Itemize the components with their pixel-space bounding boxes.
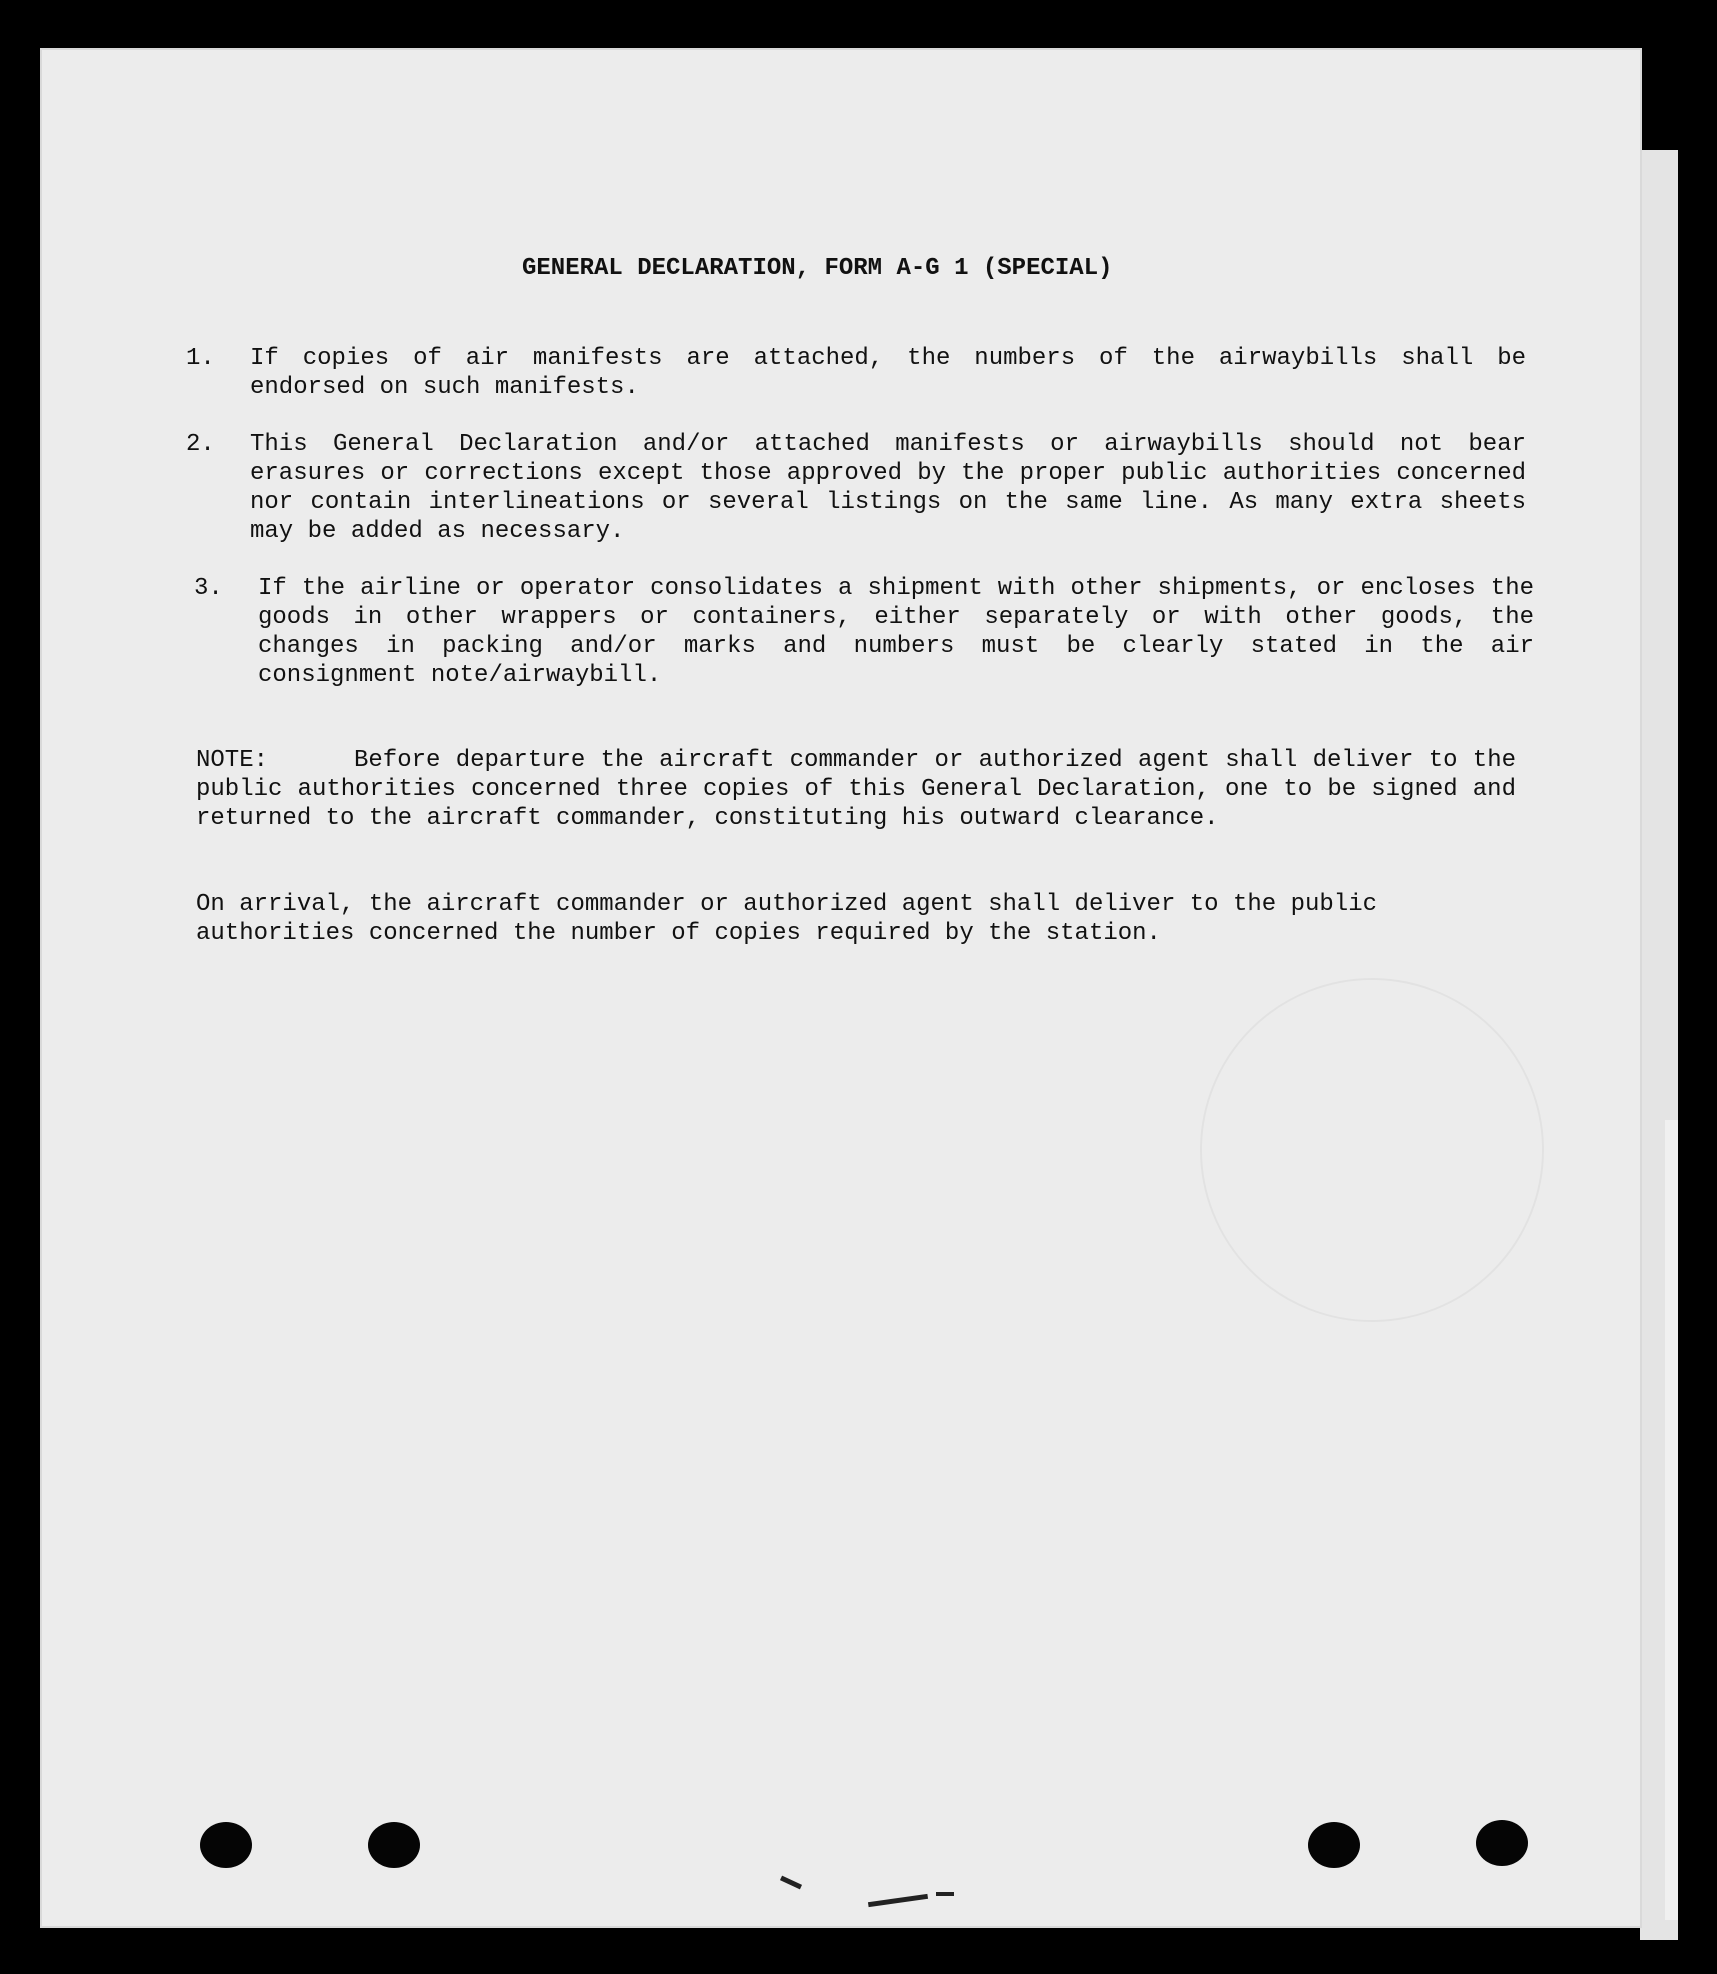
document-title: GENERAL DECLARATION, FORM A-G 1 (SPECIAL) bbox=[522, 255, 1113, 282]
note-label: NOTE: bbox=[196, 747, 269, 774]
list-item bbox=[186, 430, 1526, 546]
page-edge-highlight bbox=[1665, 1120, 1678, 1920]
note-paragraph bbox=[196, 746, 1516, 833]
list-item-text: If the airline or operator consolidates a shipment with other shipments, or encloses the goods in other wrappers or containers, either separately or with other goods, the changes in packing and/or marks and numbers must be clearly stated in the air consignment note/airwaybill. bbox=[258, 575, 1534, 689]
arrival-paragraph: On arrival, the aircraft commander or authorized agent shall deliver to the public authorities concerned the number of copies required by the station. bbox=[196, 891, 1377, 947]
punch-hole-icon bbox=[1476, 1820, 1528, 1866]
document-page bbox=[40, 48, 1642, 1928]
ink-smudge bbox=[936, 1892, 954, 1896]
list-item-text: This General Declaration and/or attached manifests or airwaybills should not bear erasures or corrections except those approved by the proper public authorities concerned nor contain interlineations or several listings on the same line. As many extra sheets may be added as necessary. bbox=[250, 431, 1526, 545]
list-item-number: 1. bbox=[186, 345, 215, 372]
list-item-number: 3. bbox=[194, 575, 223, 602]
punch-hole-icon bbox=[200, 1822, 252, 1868]
list-item-text: If copies of air manifests are attached, the numbers of the airwaybills shall be endorsed on such manifests. bbox=[250, 345, 1526, 401]
punch-hole-icon bbox=[1308, 1822, 1360, 1868]
punch-hole-icon bbox=[368, 1822, 420, 1868]
faint-stamp-outline bbox=[1200, 978, 1544, 1322]
list-item bbox=[194, 574, 1534, 690]
note-text: Before departure the aircraft commander or authorized agent shall deliver to the public authorities concerned three copies of this General Declaration, one to be signed and returned to the aircraft commander, constituting his outward clearance. bbox=[196, 747, 1516, 832]
list-item-number: 2. bbox=[186, 431, 215, 458]
list-item bbox=[186, 344, 1526, 402]
